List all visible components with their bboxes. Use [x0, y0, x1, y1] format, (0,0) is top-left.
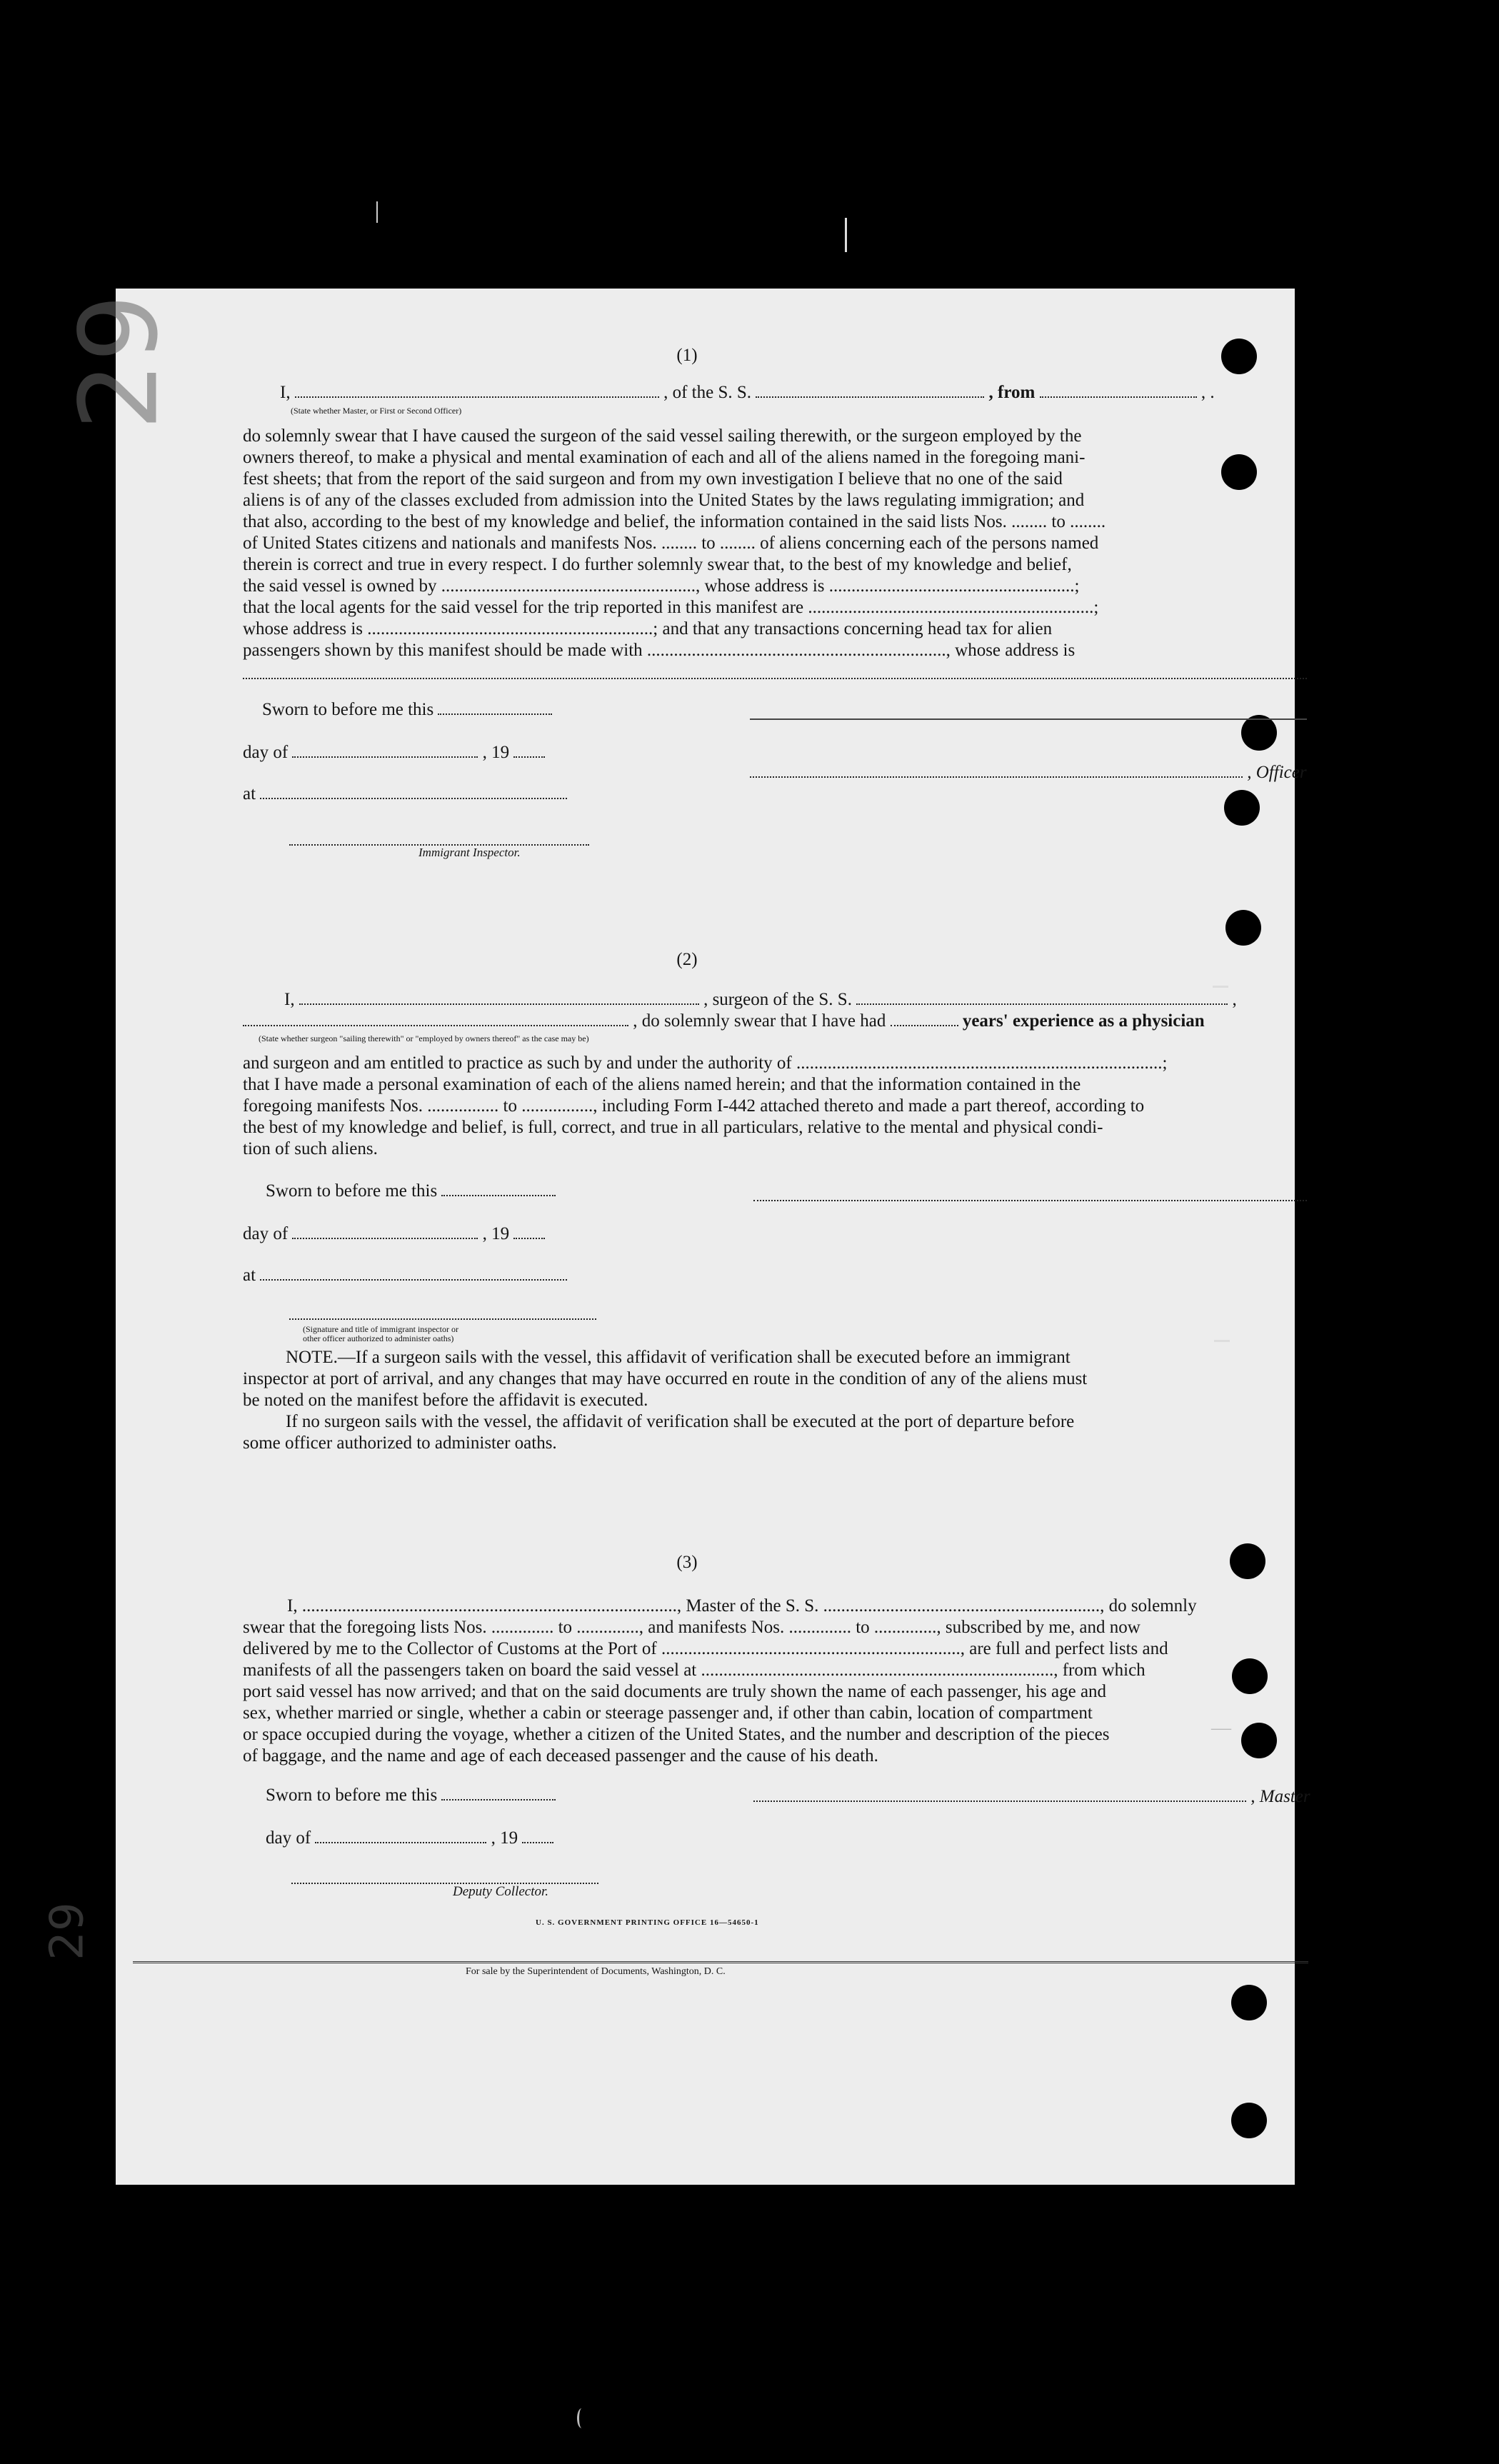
s1-officer-field	[295, 396, 659, 398]
s1-year-label: , 19	[482, 743, 510, 762]
s2-surgeon-type-field	[243, 1025, 628, 1026]
s3-body-line: port said vessel has now arrived; and that on the said documents are truly shown the name of each passenger, his age and	[243, 1682, 1107, 1701]
s2-body	[243, 1053, 1307, 1160]
s2-body-line: foregoing manifests Nos. ................ to ................, including Form I-442 attached thereto and made a part thereof, according to	[243, 1096, 1145, 1116]
s1-address-continuation	[243, 678, 1307, 679]
s1-body-line: passengers shown by this manifest should be made with ..................................................................., whose address is	[243, 641, 1076, 660]
s2-note	[243, 1347, 1307, 1454]
s1-body-line: of United States citizens and nationals and manifests Nos. ........ to ........ of aliens concerning each of the persons named	[243, 534, 1099, 553]
s3-body-line: of baggage, and the name and age of each deceased passenger and the cause of his death.	[243, 1746, 878, 1766]
s2-signature-field	[753, 1200, 1307, 1201]
s2-line2	[243, 1011, 1205, 1031]
s2-year-label: , 19	[482, 1224, 510, 1243]
s2-note-line: some officer authorized to administer oaths.	[243, 1433, 557, 1453]
s1-sworn-label: Sworn to before me this	[262, 700, 434, 719]
s2-day-line	[243, 1224, 545, 1244]
form-sheet	[41, 289, 1310, 2185]
s1-i: I,	[280, 383, 291, 402]
s2-sworn-label: Sworn to before me this	[266, 1181, 438, 1201]
s1-day-field	[292, 756, 478, 758]
s3-body-line: manifests of all the passengers taken on board the said vessel at ..............................................................................., from which	[243, 1661, 1145, 1680]
binder-hole	[1231, 1985, 1267, 2020]
s3-year-label: , 19	[491, 1828, 518, 1848]
binder-hole	[1225, 910, 1261, 946]
s1-body-line: that also, according to the best of my knowledge and belief, the information contained in the said lists Nos. ........ to ........	[243, 512, 1106, 531]
section-2-number: (2)	[676, 950, 698, 969]
s1-at-field	[260, 798, 567, 799]
s2-i: I,	[284, 990, 295, 1009]
pencil-mark-bottom: 29	[41, 1902, 94, 1960]
s1-day-line	[243, 743, 545, 763]
s3-sworn-field	[441, 1799, 556, 1801]
s1-sworn-line	[262, 700, 552, 720]
bottom-scan-mark	[577, 2408, 586, 2428]
s2-years-label: years' experience as a physician	[962, 1011, 1205, 1031]
s3-day-line	[266, 1828, 553, 1848]
printing-office-line: U. S. GOVERNMENT PRINTING OFFICE 16—54650-1	[536, 1918, 759, 1927]
s2-surgeon-note: (State whether surgeon "sailing therewith" or "employed by owners thereof" as the case may be)	[259, 1033, 589, 1043]
s2-at-label: at	[243, 1266, 256, 1285]
s1-sworn-field	[438, 713, 552, 715]
s3-body-line: delivered by me to the Collector of Customs at the Port of ..................................................................., are full and perfect lists and	[243, 1639, 1168, 1658]
section-3-number: (3)	[676, 1553, 698, 1572]
s1-signature-line-1	[750, 718, 1307, 720]
s1-body-line: the said vessel is owned by ........................................................., whose address is .......................................................;	[243, 576, 1080, 596]
s2-day-field	[292, 1238, 478, 1239]
s2-sig-note-1: (Signature and title of immigrant inspector or	[303, 1324, 458, 1334]
s2-note-line: NOTE.—If a surgeon sails with the vessel, this affidavit of verification shall be executed before an immigrant	[286, 1348, 1071, 1367]
s3-sworn-label: Sworn to before me this	[266, 1786, 438, 1805]
s1-body-line: owners thereof, to make a physical and mental examination of each and all of the aliens named in the foregoing mani-	[243, 448, 1086, 467]
s1-from: , from	[988, 383, 1036, 402]
s2-note-line: be noted on the manifest before the affidavit is executed.	[243, 1391, 648, 1410]
s1-body-line: aliens is of any of the classes excluded from admission into the United States by the laws regulating immigration; and	[243, 491, 1085, 510]
s1-line1: I, , of the S. S. , from , .	[280, 383, 1215, 402]
binder-hole	[1224, 790, 1260, 826]
right-margin-dash	[1213, 986, 1228, 988]
s2-sworn-field	[441, 1195, 556, 1196]
s2-year-field	[513, 1238, 545, 1239]
s2-sig-note-2: other officer authorized to administer oaths)	[303, 1333, 454, 1343]
s3-collector-sign-field	[291, 1883, 598, 1884]
s1-of-ss: , of the S. S.	[663, 383, 752, 402]
s2-body-line: the best of my knowledge and belief, is full, correct, and true in all particulars, relative to the mental and physical condi-	[243, 1118, 1103, 1137]
s2-note-line: If no surgeon sails with the vessel, the affidavit of verification shall be executed at the port of departure before	[286, 1412, 1075, 1431]
s1-officer-sign-field	[750, 776, 1243, 778]
scan-mark	[845, 218, 847, 252]
s2-surgeon-name-field	[299, 1003, 699, 1005]
s3-day-label: day of	[266, 1828, 311, 1848]
s1-officer-line	[750, 763, 1307, 783]
s3-master-sign-field	[753, 1801, 1246, 1802]
section-1-number: (1)	[676, 346, 698, 365]
s2-swear: , do solemnly swear that I have had	[633, 1011, 886, 1031]
s3-body-line: I, ...................................................................................., Master of the S. S. .............................................................., do solemnly	[287, 1596, 1197, 1616]
s2-body-line: and surgeon and am entitled to practice as such by and under the authority of ..................................................................................;	[243, 1053, 1168, 1073]
footer-rule	[133, 1961, 1308, 1963]
s3-year-field	[522, 1842, 553, 1843]
s2-surgeon-of-ss: , surgeon of the S. S.	[703, 990, 852, 1009]
s1-ship-field	[756, 396, 984, 398]
s3-day-field	[315, 1842, 486, 1843]
binder-hole	[1231, 2103, 1267, 2138]
s2-at-line	[243, 1266, 567, 1286]
s1-officer-note: (State whether Master, or First or Second Officer)	[291, 406, 462, 416]
s3-master-label: , Master	[1250, 1787, 1310, 1806]
s3-sworn-line	[266, 1786, 556, 1806]
pencil-mark-top: 29	[57, 294, 182, 431]
s1-year-field	[513, 756, 545, 758]
s2-day-label: day of	[243, 1224, 289, 1243]
s1-officer-label: , Officer	[1247, 763, 1307, 782]
s3-body	[243, 1596, 1307, 1767]
right-margin-dash	[1214, 1340, 1230, 1342]
s2-ship-field	[856, 1003, 1228, 1005]
s2-line1: I, , surgeon of the S. S. ,	[284, 990, 1237, 1009]
s1-at-label: at	[243, 784, 256, 803]
s1-inspector-label: Immigrant Inspector.	[418, 846, 521, 859]
s3-master-line	[753, 1787, 1310, 1807]
s3-collector-label: Deputy Collector.	[453, 1884, 549, 1899]
s2-officer-sign-field	[289, 1318, 596, 1320]
binder-hole	[1241, 715, 1277, 751]
s3-body-line: swear that the foregoing lists Nos. .............. to .............., and manifests Nos. .............. to .............., subscribed by me, and now	[243, 1618, 1140, 1637]
s1-body-line: do solemnly swear that I have caused the surgeon of the said vessel sailing therewith, or the surgeon employed by the	[243, 426, 1082, 446]
s1-body-line: whose address is ................................................................; and that any transactions concerning head tax for alien	[243, 619, 1053, 638]
margin-mark: —	[1211, 1717, 1231, 1739]
s2-body-line: that I have made a personal examination of each of the aliens named herein; and that the information contained in the	[243, 1075, 1081, 1094]
s3-body-line: sex, whether married or single, whether a cabin or steerage passenger and, if other than cabin, location of compartment	[243, 1703, 1093, 1723]
s2-body-line: tion of such aliens.	[243, 1139, 378, 1158]
s1-body-line: that the local agents for the said vessel for the trip reported in this manifest are ................................................................;	[243, 598, 1099, 617]
s1-body-line: therein is correct and true in every respect. I do further solemnly swear that, to the best of my knowledge and belief,	[243, 555, 1072, 574]
s1-at-line	[243, 784, 567, 804]
s1-body-line: fest sheets; that from the report of the said surgeon and from my own investigation I believe that no one of the said	[243, 469, 1063, 489]
s2-years-field	[891, 1025, 958, 1026]
s2-sworn-line	[266, 1181, 556, 1201]
s2-note-line: inspector at port of arrival, and any changes that may have occurred en route in the condition of any of the aliens must	[243, 1369, 1088, 1388]
s1-from-field	[1040, 396, 1197, 398]
s3-body-line: or space occupied during the voyage, whether a citizen of the United States, and the number and description of the pieces	[243, 1725, 1110, 1744]
s2-at-field	[260, 1279, 567, 1281]
s1-day-label: day of	[243, 743, 289, 762]
s1-body	[243, 426, 1307, 661]
footer-sale-line: For sale by the Superintendent of Documents, Washington, D. C.	[466, 1966, 726, 1977]
scan-mark	[376, 201, 378, 223]
